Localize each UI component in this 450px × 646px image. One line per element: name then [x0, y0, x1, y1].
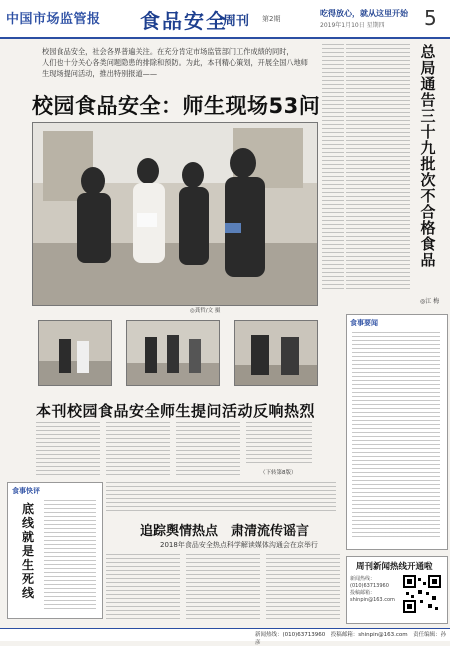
story-column-1	[36, 422, 100, 476]
hotline-title: 周刊新闻热线开通啦	[356, 562, 433, 572]
hotline-line: 新闻热线：	[350, 576, 376, 582]
intro-line: 人们也十分关心各类问题隐患的排除和预防。为此，本刊精心策划，开展全国八地师	[42, 58, 308, 67]
continue-note: （下转第8版）	[260, 470, 297, 476]
side-headline: 总局通告三十九批次不合格食品	[420, 43, 436, 269]
comment-title: 底线就是生死线	[22, 502, 35, 600]
sub-story-subhead: 2018年食品安全热点科学解读媒体沟通会在京举行	[160, 541, 318, 549]
footer-text: 新闻热线：(010)63713960 投稿邮箱：shinpin@163.com 责任编辑：孙彦	[255, 632, 447, 646]
story-column-4	[246, 422, 312, 466]
sub-story-headline: 追踪舆情热点 肃清流传谣言	[140, 524, 310, 539]
hotline-line: shinpin@163.com	[350, 597, 395, 603]
side-column-b	[322, 44, 344, 292]
thumb-photo-2	[126, 320, 220, 386]
page-number: 5	[424, 6, 437, 30]
sub-story-col-3	[266, 554, 340, 622]
hotline-line: (010)63713960	[350, 583, 389, 589]
weekly-label: 周刊	[223, 14, 250, 29]
news-brief-tag: 食事要闻	[350, 319, 378, 327]
intro-line: 生现场提问活动，推出特别报道——	[42, 69, 158, 78]
dateline: 2019年1月10日 星期四	[320, 22, 385, 29]
hotline-text	[350, 576, 398, 604]
comment-body	[44, 500, 96, 610]
thumb-photo-1	[38, 320, 112, 386]
story-headline: 本刊校园食品安全师生提问活动反响热烈	[36, 402, 316, 420]
thumb-photo-3	[234, 320, 318, 386]
news-brief-body	[352, 332, 440, 540]
sub-story-col-1	[106, 554, 180, 622]
slogan: 吃得放心，就从这里开始	[320, 9, 408, 18]
header-rule	[0, 37, 450, 39]
story-column-3	[176, 422, 240, 476]
section-title: 食品安全	[140, 9, 228, 33]
side-column-a	[346, 44, 410, 292]
intro-text	[42, 46, 312, 79]
masthead: 中国市场监管报	[6, 12, 101, 27]
main-photo	[32, 122, 318, 306]
photo-caption: ◎龚哲/文 摄	[190, 308, 221, 314]
lower-story-body	[106, 482, 336, 512]
sub-story-col-2	[186, 554, 260, 622]
side-author: ◎江 梅	[420, 298, 440, 305]
hotline-line: 投稿邮箱：	[350, 590, 376, 596]
main-headline: 校园食品安全：师生现场53问	[32, 94, 321, 118]
intro-line: 校园食品安全，社会各界普遍关注。在充分肯定市场监管部门工作成绩的同时，	[42, 47, 294, 56]
issue-number: 第2期	[262, 15, 281, 23]
comment-tag: 食事快评	[12, 487, 40, 495]
story-column-2	[106, 422, 170, 476]
qr-code-icon	[402, 574, 442, 614]
